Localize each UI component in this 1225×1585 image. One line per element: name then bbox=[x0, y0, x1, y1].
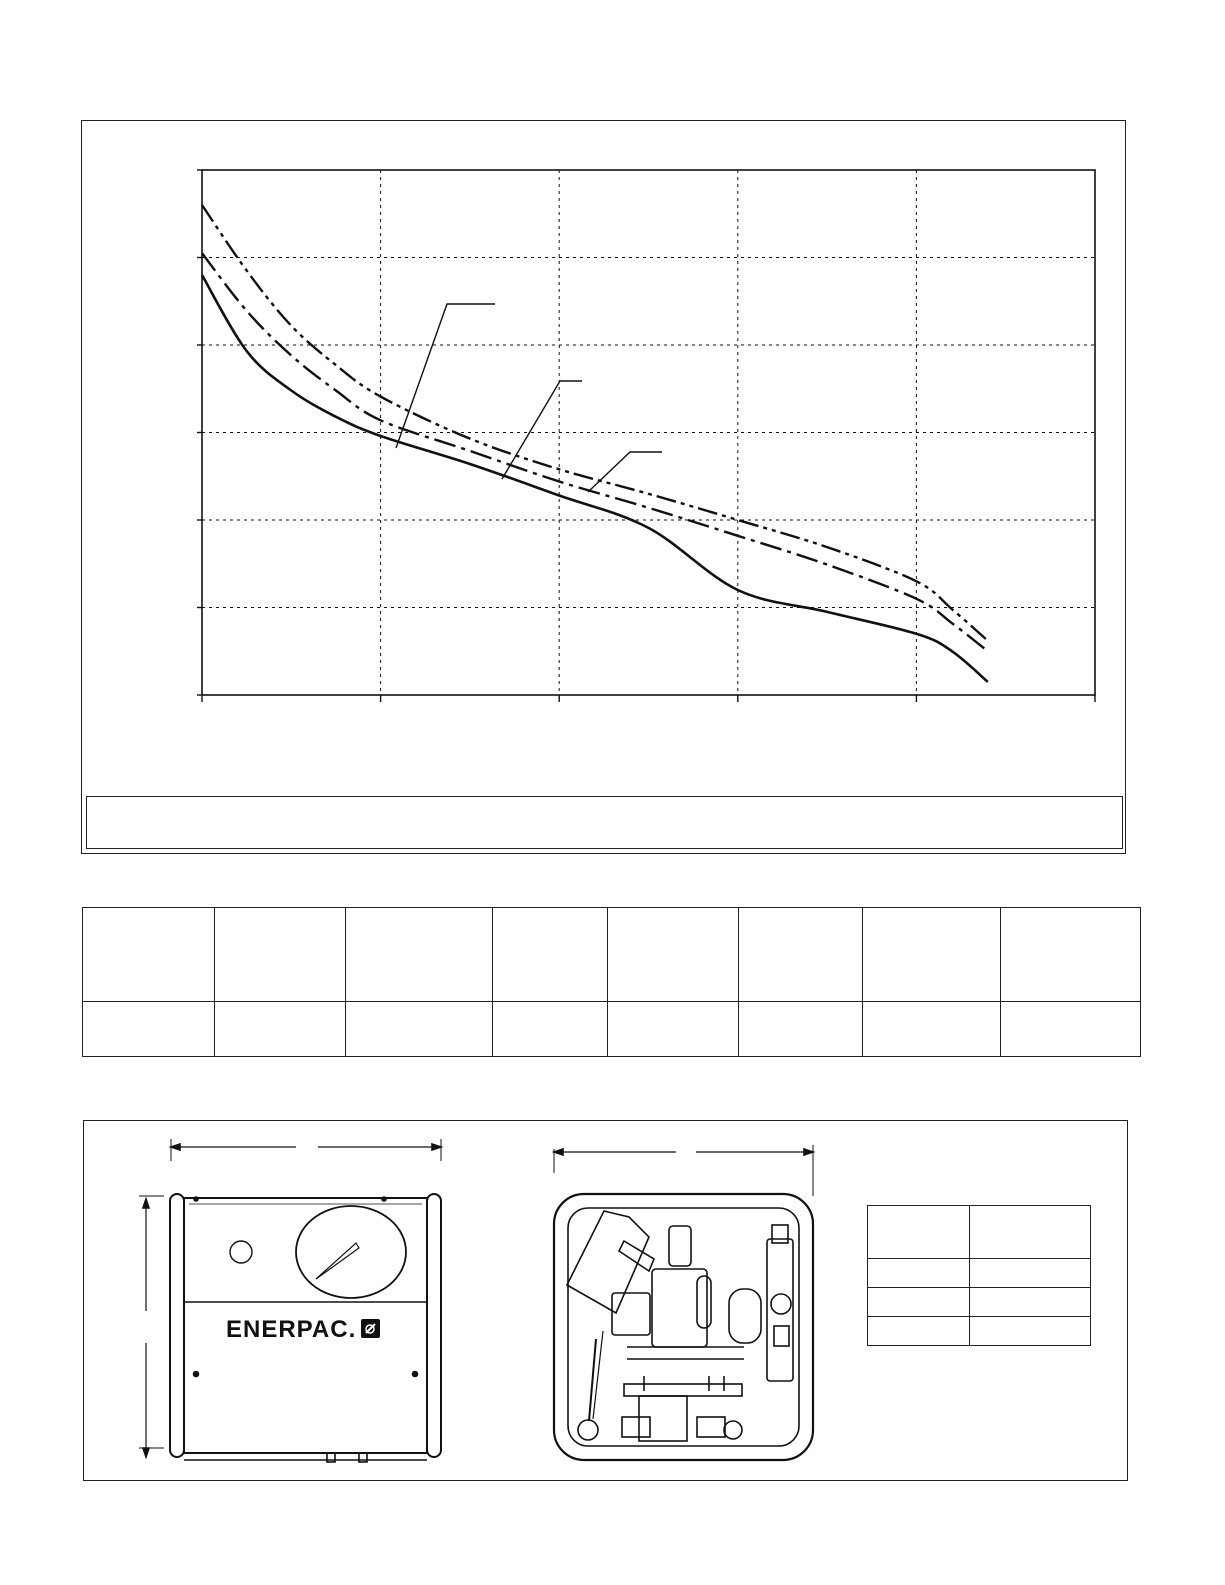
spec-table-row bbox=[83, 1002, 1141, 1057]
dimension-table bbox=[867, 1205, 1091, 1346]
leader-line-dash-dot-dot bbox=[588, 452, 662, 492]
dimension-cell bbox=[969, 1259, 1090, 1288]
spec-cell bbox=[863, 1002, 1001, 1057]
dimension-cell bbox=[969, 1317, 1090, 1346]
dimension-table-row bbox=[868, 1288, 1091, 1317]
specification-table bbox=[82, 907, 1141, 1057]
spec-header-cell bbox=[1001, 908, 1141, 1002]
spec-header-cell bbox=[83, 908, 215, 1002]
spec-cell bbox=[739, 1002, 863, 1057]
spec-header-cell bbox=[345, 908, 492, 1002]
spec-cell bbox=[214, 1002, 345, 1057]
spec-cell bbox=[607, 1002, 739, 1057]
spec-header-cell bbox=[214, 908, 345, 1002]
dimension-cell bbox=[868, 1259, 970, 1288]
performance-chart bbox=[82, 121, 1127, 855]
pump-side-view bbox=[554, 1145, 813, 1460]
dimension-header-cell bbox=[969, 1206, 1090, 1259]
spec-cell bbox=[1001, 1002, 1141, 1057]
dimension-cell bbox=[969, 1288, 1090, 1317]
series-line-dash-dot bbox=[202, 253, 988, 651]
spec-header-cell bbox=[492, 908, 607, 1002]
spec-header-cell bbox=[607, 908, 739, 1002]
performance-chart-frame bbox=[81, 120, 1126, 854]
dimension-table-row bbox=[868, 1259, 1091, 1288]
series-line-solid bbox=[202, 275, 988, 682]
pump-front-view bbox=[139, 1139, 441, 1482]
spec-header-cell bbox=[739, 908, 863, 1002]
chart-note-box bbox=[86, 796, 1123, 849]
spec-cell bbox=[83, 1002, 215, 1057]
logo-wordmark: ENERPAC. bbox=[226, 1316, 357, 1343]
spec-table-header-row bbox=[83, 908, 1141, 1002]
dimension-cell bbox=[868, 1317, 970, 1346]
series-line-dash-dot-dot bbox=[202, 205, 988, 641]
dimension-table-header-row bbox=[868, 1206, 1091, 1259]
enerpac-logo bbox=[226, 1316, 380, 1343]
dimension-cell bbox=[868, 1288, 970, 1317]
leader-line-solid bbox=[396, 304, 495, 448]
spec-cell bbox=[345, 1002, 492, 1057]
dimension-header-cell bbox=[868, 1206, 970, 1259]
spec-header-cell bbox=[863, 908, 1001, 1002]
spec-cell bbox=[492, 1002, 607, 1057]
dimension-table-row bbox=[868, 1317, 1091, 1346]
